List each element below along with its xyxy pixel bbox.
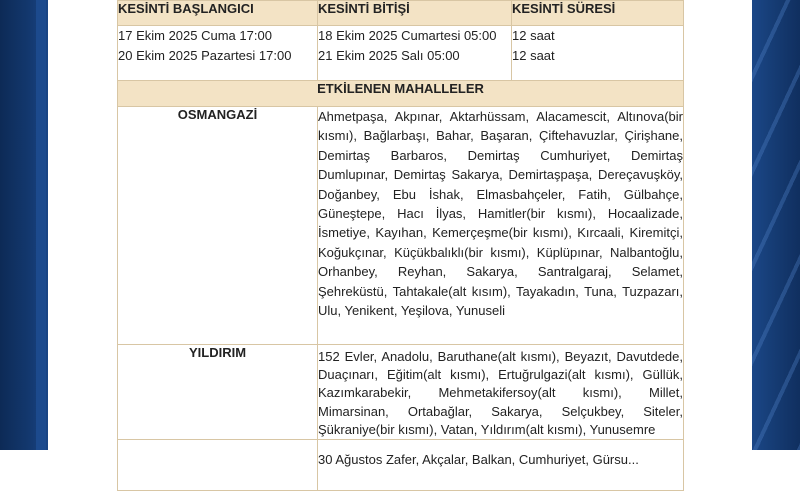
district-neighborhoods: 152 Evler, Anadolu, Baruthane(alt kısmı), Beyazıt, Davutdede, Duaçınarı, Eğitim(alt kısmı), Ertuğrulgazi(alt kısmı), Güllük, Kazımkarabekir, Mehmetakifersoy(alt kısmı), Millet, Mimarsinan, Ortabağlar, Sakarya, Selçukbey, Siteler, Şükraniye(bir kısmı), Vatan, Yıldırım(alt kısmı), Yunusemre: [318, 345, 684, 440]
times-row: [118, 26, 684, 81]
district-neighborhoods: 30 Ağustos Zafer, Akçalar, Balkan, Cumhuriyet, Gürsu...: [318, 440, 684, 491]
outage-announcement: [117, 0, 683, 468]
duration-cell: [512, 26, 684, 81]
header-start: KESİNTİ BAŞLANGICI: [118, 1, 318, 26]
start-cell: [118, 26, 318, 81]
left-stripe: [36, 0, 46, 450]
outage-table: [117, 0, 684, 491]
duration-1: 12 saat: [512, 28, 555, 43]
end-cell: [318, 26, 512, 81]
header-duration: KESİNTİ SÜRESİ: [512, 1, 684, 26]
right-diagonal-pattern: [752, 0, 800, 450]
start-time-1: 17 Ekim 2025 Cuma 17:00: [118, 28, 272, 43]
affected-title: ETKİLENEN MAHALLELER: [118, 81, 684, 107]
right-background-panel: [752, 0, 800, 450]
district-neighborhoods: Ahmetpaşa, Akpınar, Aktarhüssam, Alacamescit, Altınova(bir kısmı), Bağlarbaşı, Bahar, Başaran, Çiftehavuzlar, Çirişhane, Demirtaş Barbaros, Demirtaş Cumhuriyet, Demirtaş Dumlupınar, Demirtaş Sakarya, Demirtaşpaşa, Dereçavuşköy, Doğanbey, Ebu İshak, Elmasbahçeler, Fatih, Gülbahçe, Güneştepe, Hacı İlyas, Hamitler(bir kısmı), Hocaalizade, İsmetiye, Kayıhan, Kemerçeşme(bir kısmı), Kırcaali, Kiremitçi, Koğukçınar, Küçükbalıklı(bir kısmı), Küplüpınar, Nalbantoğlu, Orhanbey, Reyhan, Sakarya, Santralgaraj, Selamet, Şehreküstü, Tahtakale(alt kısım), Tayakadın, Tuna, Tuzpazarı, Ulu, Yenikent, Yeşilova, Yunuseli: [318, 107, 684, 345]
district-name: OSMANGAZİ: [118, 107, 318, 345]
header-row: [118, 1, 684, 26]
district-name: YILDIRIM: [118, 345, 318, 440]
district-row: [118, 107, 684, 345]
duration-2: 12 saat: [512, 48, 555, 63]
affected-header-row: [118, 81, 684, 107]
district-row: [118, 345, 684, 440]
end-time-2: 21 Ekim 2025 Salı 05:00: [318, 48, 460, 63]
left-background-panel: [0, 0, 48, 450]
district-row: [118, 440, 684, 491]
header-end: KESİNTİ BİTİŞİ: [318, 1, 512, 26]
district-name: [118, 440, 318, 491]
start-time-2: 20 Ekim 2025 Pazartesi 17:00: [118, 48, 292, 63]
end-time-1: 18 Ekim 2025 Cumartesi 05:00: [318, 28, 497, 43]
